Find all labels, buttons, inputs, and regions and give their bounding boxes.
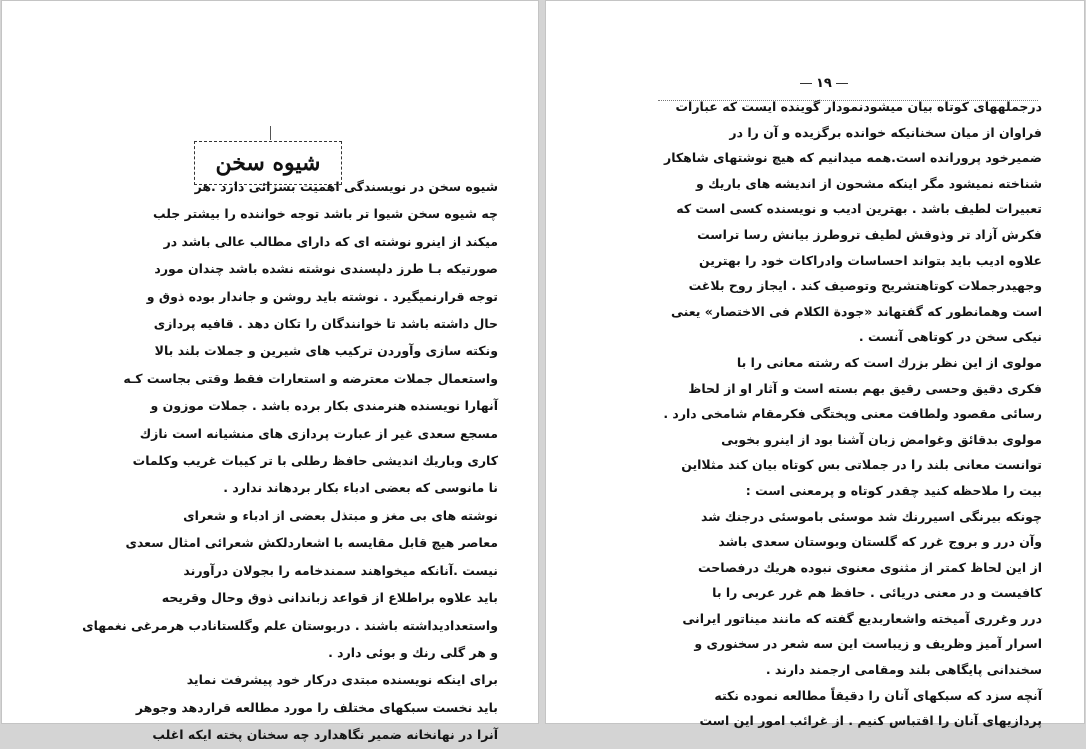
text-line: مولوی از این نظر بزرك است که رشته معانی را با — [736, 354, 1042, 370]
heading-mark — [270, 126, 271, 140]
text-line: علاوه ادیب باید بتواند احساسات وادراکات خود را بهترین — [699, 252, 1042, 268]
right-body-text — [662, 94, 1042, 734]
text-line: بیت را ملاحظه کنید چقدر کوتاه و پرمعنی است : — [745, 482, 1042, 498]
text-line: وآن درر و بروج غرر که گلستان وبوستان سعدی باشد — [718, 534, 1042, 550]
text-line: حال داشته باشد تا خوانندگان را تکان دهد . قافیه پردازی — [153, 316, 498, 332]
text-line: سخندانی پایگاهی بلند ومقامی ارجمند دارند . — [765, 662, 1042, 678]
text-line: از این لحاظ کمتر از مثنوی معنوی نبوده هریك درفصاحت — [698, 559, 1042, 575]
text-line: صورتیکه بـا طرز دلپسندی نوشته نشده باشد چندان مورد — [154, 261, 498, 277]
text-line: چه شیوه سخن شیوا تر باشد توجه خواننده را بیشتر جلب — [152, 206, 498, 222]
text-line: وجهیدرجملات کوتاهتشریح وتوصیف کند . ایجاز روح بلاغت — [688, 278, 1042, 294]
text-line: میکند از اینرو نوشته ای که دارای مطالب عالی باشد در — [163, 233, 498, 249]
text-line: نیکی سخن در کوتاهی آنست . — [858, 329, 1042, 345]
text-line: فکری دقیق وحسی رقیق بهم بسته است و آثار او از لحاظ — [688, 380, 1042, 396]
text-line: نا مانوسی که بعضی ادباء بکار بردهاند ندارد . — [223, 480, 498, 496]
text-line: باید نخست سبکهای مختلف را مورد مطالعه قراردهد وجوهر — [135, 699, 498, 715]
text-line: چونکه بیرنگی اسیررنك شد موسئی باموسئی درجنك شد — [700, 508, 1042, 524]
text-line: معاصر هیچ قابل مقایسه با اشعاردلکش شعرائی امثال سعدی — [125, 535, 498, 551]
text-line: نیست .آنانکه میخواهند سمندخامه را بجولان درآورند — [183, 562, 498, 578]
text-line: شیوه سخن در نویسندگی اهمیت بسزائی دارد .هر — [194, 179, 498, 194]
text-line: کافیست و در معنی دریائی . حافظ هم غرر عربی را با — [712, 585, 1042, 601]
text-line: واستعدادیداشته باشند . دربوستان علم وگلستانادب هرمرغی نغمهای — [82, 617, 498, 633]
left-body-text — [45, 173, 498, 749]
text-line: فکرش آزاد تر وذوقش لطیف تروطرز بیانش رسا تراست — [697, 226, 1042, 242]
text-line: برای اینکه نویسنده مبتدی درکار خود پیشرفت نماید — [186, 672, 498, 688]
text-line: مولوی بدقائق وغوامض زبان آشنا بود از اینرو بخوبی — [721, 431, 1042, 447]
text-line: پردازیهای آنان را اقتباس کنیم . از غرائب امور این است — [699, 713, 1042, 729]
text-line: درر وغرری آمیخته واشعاربدیع گفته که مانند میناتور ایرانی — [682, 610, 1042, 626]
text-line: توانست معانی بلند را در جملاتی بس کوتاه بیان کند مثلااین — [681, 457, 1042, 473]
section-heading: شیوه سخن — [215, 150, 321, 176]
text-line: نوشته های بی مغز و مبتذل بعضی از ادباء و شعرای — [183, 507, 498, 523]
text-line: توجه قرارنمیگیرد . نوشته باید روشن و جاندار بوده ذوق و — [146, 288, 498, 304]
text-line: ضمیرخود پرورانده است.همه میدانیم که هیچ نوشتهای شاهکار — [664, 150, 1042, 166]
text-line: درجملههای کوتاه بیان میشودنمودار گوینده ایست که عبارات — [675, 99, 1042, 114]
text-line: آنچه سزد که سبکهای آنان را دقیقاً مطالعه نموده نکته — [714, 687, 1042, 703]
text-line: فراوان از میان سخنانیکه خوانده برگزیده و آن را در — [729, 124, 1042, 140]
left-page — [1, 0, 539, 743]
dash-mark — [836, 83, 848, 84]
text-line: باید علاوه براطلاع از قواعد زباندانی ذوق وحال وقریحه — [161, 590, 498, 606]
text-line: آنرا در نهانخانه ضمیر نگاهدارد چه سخنان پخته ایکه اغلب — [152, 727, 498, 743]
text-line: مسجع سعدی غیر از عبارت پردازی های منشیانه است نازك — [139, 425, 498, 441]
text-line: است وهمانطور که گفتهاند «جودة الکلام فی الاختصار» یعنی — [670, 303, 1042, 319]
text-line: آنهارا نویسنده هنرمندی بکار برده باشد . جملات موزون و — [150, 398, 498, 414]
text-line: واستعمال جملات معترضه و استعارات فقط وقتی بجاست کـه — [123, 370, 498, 386]
text-line: رسائی مقصود ولطافت معنی وپختگی فکرمقام شامخی دارد . — [663, 406, 1042, 422]
text-line: تعبیرات لطیف باشد . بهترین ادیب و نویسنده کسی است که — [676, 201, 1042, 217]
dash-mark — [800, 83, 812, 84]
page-number: ۱۹ — [816, 75, 832, 91]
text-line: شناخته نمیشود مگر اینکه مشحون از اندیشه های باریك و — [696, 175, 1042, 191]
text-line: کاری وباریك اندیشی حافظ رطلی با تر کیبات غریب وکلمات — [132, 453, 498, 469]
page-number-row — [800, 73, 860, 93]
text-line: اسرار آمیز وظریف و زیباست این سه شعر در سخنوری و — [694, 636, 1042, 652]
text-line: ونکته سازی وآوردن ترکیب های شیرین و جملات بلند بالا — [154, 343, 498, 359]
text-line: و هر گلی رنك و بوئی دارد . — [328, 644, 498, 660]
